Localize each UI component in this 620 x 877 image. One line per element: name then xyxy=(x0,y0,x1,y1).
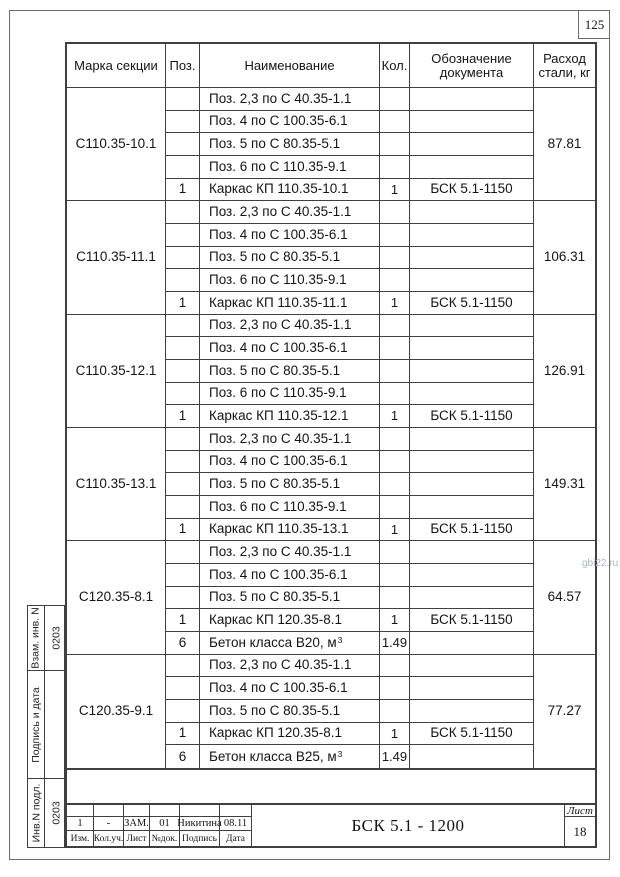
label-koluch: Кол.уч. xyxy=(94,831,124,846)
item-name xyxy=(200,201,380,224)
page-number: 125 xyxy=(584,16,605,32)
item-name-text: Поз. 2,3 по С 40.35-1.1 xyxy=(209,544,352,560)
item-name xyxy=(200,133,380,156)
qty-value xyxy=(380,156,410,179)
item-name xyxy=(200,179,380,202)
doc-designation xyxy=(410,632,534,655)
titleblock-spacer xyxy=(67,805,94,817)
steel-consumption: 64.57 xyxy=(534,541,595,654)
item-name-text: Каркас КП 110.35-12.1 xyxy=(209,408,349,424)
item-name-text: Каркас КП 110.35-11.1 xyxy=(209,294,348,310)
label-date: Дата xyxy=(220,831,252,846)
title-block xyxy=(67,803,595,846)
doc-designation xyxy=(410,655,534,678)
label-ndok: №док. xyxy=(150,831,180,846)
item-name-text: Бетон класса В20, м xyxy=(209,634,337,650)
pos-value: 1 xyxy=(166,179,200,202)
doc-designation xyxy=(410,451,534,474)
qty-value: 1 xyxy=(380,723,410,746)
pos-value: 1 xyxy=(166,519,200,542)
qty-value xyxy=(380,700,410,723)
item-name-text: Поз. 2,3 по С 40.35-1.1 xyxy=(209,90,352,106)
page-number-box xyxy=(578,11,610,39)
item-name-text: Поз. 4 по С 100.35-6.1 xyxy=(209,453,348,469)
item-name xyxy=(200,564,380,587)
margin-sidebar xyxy=(27,605,65,848)
item-name xyxy=(200,541,380,564)
pos-value xyxy=(166,428,200,451)
qty-value: 1.49 xyxy=(380,745,410,768)
pos-value xyxy=(166,541,200,564)
header-name: Наименование xyxy=(200,44,380,88)
qty-value xyxy=(380,224,410,247)
doc-designation xyxy=(410,473,534,496)
doc-designation: БСК 5.1-1150 xyxy=(410,609,534,632)
item-name-superscript: 3 xyxy=(337,635,343,646)
pos-value xyxy=(166,315,200,338)
item-name-text: Поз. 4 по С 100.35-6.1 xyxy=(209,680,348,696)
pos-value xyxy=(166,88,200,111)
item-name-text: Поз. 5 по С 80.35-5.1 xyxy=(209,249,341,265)
sidebar-section-value-cell xyxy=(45,671,64,778)
item-name xyxy=(200,315,380,338)
sidebar-section-label: Инв.N подл. xyxy=(30,783,42,843)
item-name-text: Поз. 2,3 по С 40.35-1.1 xyxy=(209,430,352,446)
qty-value xyxy=(380,496,410,519)
item-name xyxy=(200,700,380,723)
header-qty: Кол. xyxy=(380,44,410,88)
qty-value xyxy=(380,655,410,678)
item-name-text: Поз. 5 по С 80.35-5.1 xyxy=(209,589,341,605)
item-name xyxy=(200,292,380,315)
qty-value xyxy=(380,451,410,474)
qty-value xyxy=(380,201,410,224)
qty-value: 1 xyxy=(380,179,410,202)
item-name-text: Поз. 4 по С 100.35-6.1 xyxy=(209,113,348,129)
header-mark: Марка секции xyxy=(67,44,166,88)
section-mark: С110.35-12.1 xyxy=(67,315,166,428)
item-name-text: Поз. 2,3 по С 40.35-1.1 xyxy=(209,204,352,220)
pos-value: 1 xyxy=(166,609,200,632)
steel-consumption: 106.31 xyxy=(534,201,595,314)
item-name xyxy=(200,156,380,179)
doc-designation xyxy=(410,383,534,406)
item-name xyxy=(200,496,380,519)
sidebar-section-label: Подпись и дата xyxy=(30,686,42,763)
pos-value: 1 xyxy=(166,292,200,315)
doc-designation xyxy=(410,677,534,700)
item-name-text: Поз. 4 по С 100.35-6.1 xyxy=(209,566,348,582)
item-name-text: Поз. 5 по С 80.35-5.1 xyxy=(209,362,341,378)
steel-consumption: 126.91 xyxy=(534,315,595,428)
section-mark: С110.35-10.1 xyxy=(67,88,166,201)
titleblock-spacer xyxy=(94,805,124,817)
sidebar-section-value: 0203 xyxy=(50,626,63,650)
sidebar-section xyxy=(28,606,64,671)
doc-designation xyxy=(410,700,534,723)
item-name xyxy=(200,269,380,292)
qty-value xyxy=(380,428,410,451)
item-name-text: Поз. 5 по С 80.35-5.1 xyxy=(209,136,341,152)
titleblock-spacer xyxy=(220,805,252,817)
item-name xyxy=(200,677,380,700)
revision-signature: Никитина xyxy=(177,818,222,829)
item-name-text: Поз. 6 по С 110.35-9.1 xyxy=(209,385,347,401)
item-name-superscript: 3 xyxy=(337,749,343,760)
doc-designation xyxy=(410,315,534,338)
titleblock-spacer xyxy=(124,805,150,817)
pos-value xyxy=(166,587,200,610)
doc-designation xyxy=(410,201,534,224)
item-name xyxy=(200,745,380,768)
qty-value: 1 xyxy=(380,292,410,315)
pos-value: 1 xyxy=(166,405,200,428)
pos-value xyxy=(166,247,200,270)
qty-value xyxy=(380,315,410,338)
sheet-number: 18 xyxy=(573,823,587,839)
pos-value xyxy=(166,496,200,519)
doc-designation: БСК 5.1-1150 xyxy=(410,405,534,428)
drawing-frame xyxy=(65,42,597,848)
doc-designation xyxy=(410,428,534,451)
doc-designation xyxy=(410,269,534,292)
sheet-label: Лист xyxy=(565,805,595,817)
sidebar-section-label-cell xyxy=(28,779,45,847)
item-name xyxy=(200,428,380,451)
sidebar-section xyxy=(28,779,64,847)
item-name xyxy=(200,247,380,270)
item-name-text: Поз. 2,3 по С 40.35-1.1 xyxy=(209,317,352,333)
document-code: БСК 5.1 - 1200 xyxy=(252,805,565,846)
pos-value xyxy=(166,473,200,496)
sidebar-section-label-cell xyxy=(28,671,45,778)
spec-table xyxy=(67,44,595,770)
pos-value xyxy=(166,655,200,678)
doc-designation xyxy=(410,111,534,134)
item-name xyxy=(200,473,380,496)
doc-designation xyxy=(410,88,534,111)
item-name xyxy=(200,88,380,111)
item-name xyxy=(200,111,380,134)
section-mark: С120.35-8.1 xyxy=(67,541,166,654)
item-name xyxy=(200,224,380,247)
doc-designation xyxy=(410,133,534,156)
item-name-text: Поз. 6 по С 110.35-9.1 xyxy=(209,272,347,288)
doc-designation: БСК 5.1-1150 xyxy=(410,723,534,746)
doc-designation: БСК 5.1-1150 xyxy=(410,292,534,315)
item-name xyxy=(200,383,380,406)
pos-value xyxy=(166,383,200,406)
steel-consumption: 149.31 xyxy=(534,428,595,541)
doc-designation xyxy=(410,564,534,587)
item-name-text: Поз. 6 по С 110.35-9.1 xyxy=(209,498,347,514)
pos-value xyxy=(166,111,200,134)
revision-date: 08.11 xyxy=(220,817,252,831)
item-name xyxy=(200,360,380,383)
item-name xyxy=(200,609,380,632)
item-name xyxy=(200,723,380,746)
pos-value: 6 xyxy=(166,632,200,655)
item-name-text: Поз. 4 по С 100.35-6.1 xyxy=(209,340,348,356)
doc-designation xyxy=(410,360,534,383)
qty-value xyxy=(380,111,410,134)
qty-value: 1 xyxy=(380,405,410,428)
sidebar-section-value: 0203 xyxy=(50,801,63,825)
item-name-text: Каркас КП 120.35-8.1 xyxy=(209,612,342,628)
titleblock-spacer xyxy=(150,805,180,817)
sidebar-section-value-cell xyxy=(45,606,68,670)
item-name xyxy=(200,451,380,474)
pos-value xyxy=(166,360,200,383)
item-name-text: Поз. 2,3 по С 40.35-1.1 xyxy=(209,657,352,673)
doc-designation: БСК 5.1-1150 xyxy=(410,179,534,202)
qty-value: 1 xyxy=(380,609,410,632)
pos-value: 6 xyxy=(166,745,200,768)
doc-designation xyxy=(410,587,534,610)
qty-value: 1 xyxy=(380,519,410,542)
steel-consumption: 77.27 xyxy=(547,703,582,719)
qty-value xyxy=(380,247,410,270)
qty-value xyxy=(380,587,410,610)
doc-designation xyxy=(410,247,534,270)
doc-designation xyxy=(410,745,534,768)
qty-value xyxy=(380,383,410,406)
pos-value xyxy=(166,700,200,723)
qty-value xyxy=(380,473,410,496)
titleblock-spacer xyxy=(180,805,220,817)
sidebar-section-label-cell xyxy=(28,606,45,670)
header-steel: Расход стали, кг xyxy=(534,44,595,88)
item-name xyxy=(200,632,380,655)
pos-value: 1 xyxy=(166,723,200,746)
header-pos: Поз. xyxy=(166,44,200,88)
pos-value xyxy=(166,156,200,179)
doc-designation xyxy=(410,156,534,179)
header-doc: Обозначение документа xyxy=(410,44,534,88)
doc-designation xyxy=(410,496,534,519)
qty-value xyxy=(380,677,410,700)
qty-value xyxy=(380,541,410,564)
pos-value xyxy=(166,133,200,156)
revision-izm: 1 xyxy=(67,817,94,831)
item-name-text: Поз. 4 по С 100.35-6.1 xyxy=(209,226,348,242)
pos-value xyxy=(166,224,200,247)
item-name-text: Каркас КП 110.35-10.1 xyxy=(209,181,349,197)
item-name-text: Поз. 6 по С 110.35-9.1 xyxy=(209,158,347,174)
doc-designation: БСК 5.1-1150 xyxy=(410,519,534,542)
label-izm: Изм. xyxy=(67,831,94,846)
item-name-text: Поз. 5 по С 80.35-5.1 xyxy=(209,702,341,718)
qty-value xyxy=(380,88,410,111)
item-name-text: Поз. 5 по С 80.35-5.1 xyxy=(209,476,341,492)
pos-value xyxy=(166,451,200,474)
revision-ndok: 01 xyxy=(150,817,180,831)
item-name-text: Бетон класса В25, м xyxy=(209,748,337,764)
revision-list: ЗАМ. xyxy=(124,818,149,829)
label-list: Лист xyxy=(124,831,150,846)
item-name xyxy=(200,337,380,360)
item-name-text: Каркас КП 120.35-8.1 xyxy=(209,725,342,741)
doc-designation xyxy=(410,224,534,247)
doc-designation xyxy=(410,541,534,564)
section-mark: С110.35-11.1 xyxy=(67,201,166,314)
label-signature: Подпись xyxy=(180,831,220,846)
qty-value xyxy=(380,133,410,156)
sidebar-section-label: Взам. инв. N xyxy=(30,607,42,669)
pos-value xyxy=(166,337,200,360)
qty-value xyxy=(380,564,410,587)
item-name xyxy=(200,655,380,678)
pos-value xyxy=(166,677,200,700)
sidebar-section xyxy=(28,671,64,779)
qty-value: 1.49 xyxy=(380,632,410,655)
section-mark: С110.35-13.1 xyxy=(67,428,166,541)
steel-consumption: 87.81 xyxy=(534,88,595,201)
pos-value xyxy=(166,564,200,587)
revision-koluch: - xyxy=(94,817,124,831)
watermark: gbi22.ru xyxy=(582,558,619,569)
qty-value xyxy=(380,269,410,292)
item-name xyxy=(200,587,380,610)
sidebar-section-value-cell xyxy=(45,779,68,847)
item-name-text: Каркас КП 110.35-13.1 xyxy=(209,521,349,537)
pos-value xyxy=(166,269,200,292)
qty-value xyxy=(380,360,410,383)
section-mark: С120.35-9.1 xyxy=(67,655,166,768)
item-name xyxy=(200,519,380,542)
doc-designation xyxy=(410,337,534,360)
qty-value xyxy=(380,337,410,360)
pos-value xyxy=(166,201,200,224)
item-name xyxy=(200,405,380,428)
